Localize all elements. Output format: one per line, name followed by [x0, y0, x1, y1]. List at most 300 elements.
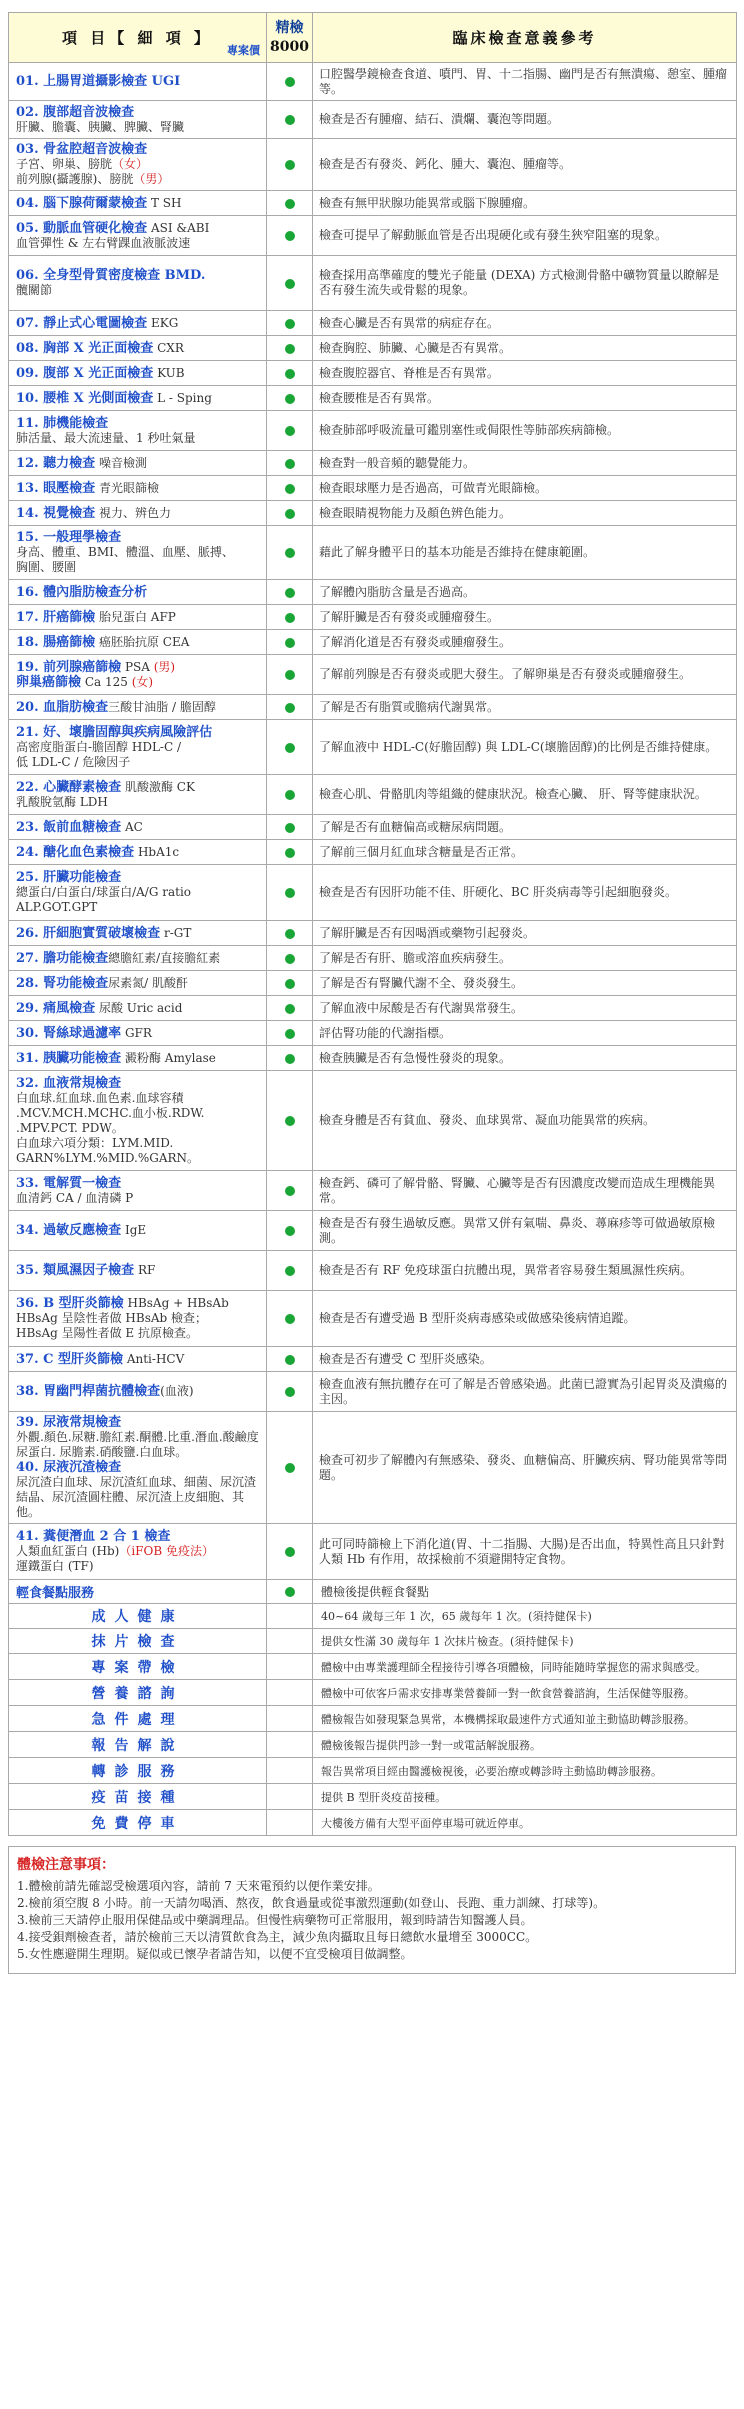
- included-dot-icon: [285, 344, 295, 354]
- included-cell: [267, 840, 313, 865]
- item-line: [16, 1445, 262, 1460]
- included-cell: [267, 971, 313, 996]
- included-cell: [267, 476, 313, 501]
- item-cell: [9, 921, 267, 946]
- included-dot-icon: [285, 888, 295, 898]
- item-detail: CXR: [153, 340, 184, 355]
- item-cell: [9, 451, 267, 476]
- included-cell: [267, 216, 313, 256]
- service-description: 體檢後報告提供門診一對一或電話解說服務。: [313, 1732, 737, 1758]
- item-detail: IgE: [121, 1223, 147, 1237]
- item-detail: (血液): [160, 1384, 194, 1398]
- significance-cell: 此可同時篩檢上下消化道(胃、十二指腸、大腸)是否出血，特異性高且只針對人類 Hb 有作用，故採檢前不須避開特定食物。: [313, 1524, 737, 1580]
- service-row: [9, 1706, 737, 1732]
- item-line: [16, 481, 262, 496]
- item-cell: [9, 1071, 267, 1171]
- included-cell: [267, 139, 313, 191]
- item-cell: [9, 996, 267, 1021]
- item-cell: [9, 720, 267, 775]
- significance-cell: 了解血液中 HDL-C(好膽固醇) 與 LDL-C(壞膽固醇)的比例是否維持健康。: [313, 720, 737, 775]
- included-cell: [267, 501, 313, 526]
- included-dot-icon: [285, 790, 295, 800]
- item-line: [16, 1091, 262, 1106]
- included-cell: [267, 921, 313, 946]
- item-line: [16, 416, 262, 431]
- included-dot-icon: [285, 1355, 295, 1365]
- significance-cell: 檢查可提早了解動脈血管是否出現硬化或有發生狹窄阻塞的現象。: [313, 216, 737, 256]
- item-line: [16, 196, 262, 211]
- item-line: [16, 1415, 262, 1430]
- item-cell: [9, 1171, 267, 1211]
- table-row: [9, 386, 737, 411]
- included-cell: [267, 695, 313, 720]
- item-detail: 胸圍、腰圍: [16, 560, 77, 574]
- table-row: [9, 840, 737, 865]
- service-included-cell: [267, 1810, 313, 1836]
- item-detail: PSA: [121, 659, 154, 674]
- item-cell: [9, 630, 267, 655]
- item-cell: [9, 101, 267, 139]
- item-line: [16, 157, 262, 172]
- included-cell: [267, 256, 313, 311]
- significance-cell: 檢查眼球壓力是否過高，可做青光眼篩檢。: [313, 476, 737, 501]
- item-title: 08. 胸部 X 光正面檢查: [16, 340, 154, 356]
- included-cell: [267, 1071, 313, 1171]
- item-note: (男): [153, 659, 176, 674]
- item-detail: GFR: [121, 1025, 152, 1040]
- item-detail: 運鐵蛋白 (TF): [16, 1559, 94, 1573]
- table-row: [9, 630, 737, 655]
- service-description: 大樓後方備有大型平面停車場可就近停車。: [313, 1810, 737, 1836]
- significance-cell: 了解肝臟是否有因喝酒或藥物引起發炎。: [313, 921, 737, 946]
- significance-cell: 了解是否有肝、膽或溶血疾病發生。: [313, 946, 737, 971]
- included-cell: [267, 191, 313, 216]
- item-title: 02. 腹部超音波檢查: [16, 104, 135, 120]
- included-dot-icon: [285, 823, 295, 833]
- included-cell: [267, 1046, 313, 1071]
- table-row: [9, 815, 737, 840]
- table-row: [9, 1372, 737, 1412]
- service-included-cell: [267, 1706, 313, 1732]
- item-line: [16, 1311, 262, 1326]
- item-line: [16, 1176, 262, 1191]
- significance-cell: 檢查身體是否有貧血、發炎、血球異常、凝血功能異常的疾病。: [313, 1071, 737, 1171]
- item-line: [16, 1352, 262, 1367]
- item-line: [16, 1191, 262, 1206]
- item-note: （iFOB 免疫法）: [119, 1544, 214, 1558]
- included-dot-icon: [285, 1226, 295, 1236]
- included-cell: [267, 655, 313, 695]
- item-line: [16, 545, 262, 560]
- item-title: 17. 肝癌篩檢: [16, 609, 96, 625]
- item-title: 40. 尿液沉渣檢查: [16, 1460, 122, 1475]
- included-dot-icon: [285, 1547, 295, 1557]
- item-detail: 噪音檢測: [95, 455, 147, 470]
- included-dot-icon: [285, 929, 295, 939]
- significance-cell: 檢查肺部呼吸流量可鑑別塞性或侷限性等肺部疾病篩檢。: [313, 411, 737, 451]
- included-cell: [267, 361, 313, 386]
- item-cell: [9, 815, 267, 840]
- item-cell: [9, 139, 267, 191]
- included-cell: [267, 815, 313, 840]
- item-cell: [9, 386, 267, 411]
- table-row: [9, 1347, 737, 1372]
- item-cell: [9, 311, 267, 336]
- significance-cell: 檢查是否有 RF 免疫球蛋白抗體出現，異常者容易發生類風濕性疾病。: [313, 1251, 737, 1291]
- item-title: 07. 靜止式心電圖檢查: [16, 315, 148, 331]
- item-detail: HbA1c: [134, 844, 180, 859]
- item-cell: [9, 1412, 267, 1524]
- item-line: [16, 105, 262, 120]
- significance-cell: 了解是否有脂質或膽病代謝異常。: [313, 695, 737, 720]
- table-row: [9, 139, 737, 191]
- table-row: [9, 63, 737, 101]
- included-dot-icon: [285, 954, 295, 964]
- table-row: [9, 1251, 737, 1291]
- item-detail: 血管彈性 & 左右臂踝血液脈波速: [16, 235, 191, 250]
- significance-cell: 了解是否有腎臟代謝不全、發炎發生。: [313, 971, 737, 996]
- item-title: 26. 肝細胞實質破壞檢查: [16, 925, 161, 941]
- item-line: [16, 755, 262, 770]
- notes-title: 體檢注意事項：: [17, 1857, 115, 1873]
- included-cell: [267, 526, 313, 580]
- item-line: [16, 1223, 262, 1238]
- item-cell: [9, 695, 267, 720]
- included-dot-icon: [285, 743, 295, 753]
- item-detail: 身高、體重、BMI、體溫、血壓、脈搏、: [16, 545, 234, 559]
- item-title: 04. 腦下腺荷爾蒙檢查: [16, 195, 148, 211]
- significance-cell: 檢查是否有發生過敏反應。異常又併有氣喘、鼻炎、蕁麻疹等可做過敏原檢測。: [313, 1211, 737, 1251]
- item-cell: [9, 411, 267, 451]
- service-name: 免費停車: [9, 1810, 267, 1836]
- significance-cell: 檢查血液有無抗體存在可了解是否曾感染過。此菌已證實為引起胃炎及潰瘍的主因。: [313, 1372, 737, 1412]
- included-dot-icon: [285, 199, 295, 209]
- included-cell: [267, 1021, 313, 1046]
- service-included-cell: [267, 1680, 313, 1706]
- item-detail: 子宮、卵巢、膀胱: [16, 157, 113, 171]
- item-cell: [9, 775, 267, 815]
- table-row: [9, 1524, 737, 1580]
- significance-cell: 檢查是否有發炎、鈣化、腫大、囊泡、腫瘤等。: [313, 139, 737, 191]
- item-line: [16, 885, 262, 900]
- package-name: 精檢: [275, 19, 304, 36]
- included-cell: [267, 336, 313, 361]
- significance-cell: 了解是否有血糖偏高或糖尿病問題。: [313, 815, 737, 840]
- service-row: [9, 1758, 737, 1784]
- included-cell: [267, 775, 313, 815]
- note-item: 3.檢前三天請停止服用保健品或中藥調理品。但慢性病藥物可正常服用，報到時請告知醫護人員。: [17, 1913, 533, 1927]
- item-detail: 白血球.紅血球.血色素.血球容積: [16, 1090, 184, 1105]
- item-cell: [9, 840, 267, 865]
- included-cell: [267, 411, 313, 451]
- item-line: [16, 1430, 262, 1445]
- service-name: 成人健康: [9, 1604, 267, 1629]
- item-line: [16, 675, 262, 690]
- item-title: 21. 好、壞膽固醇與疾病風險評估: [16, 724, 213, 740]
- included-dot-icon: [285, 588, 295, 598]
- included-dot-icon: [285, 638, 295, 648]
- item-title: 41. 糞便潛血 2 合 1 檢查: [16, 1529, 171, 1544]
- included-cell: [267, 865, 313, 921]
- item-detail: 白血球六項分類：LYM.MID.: [16, 1135, 174, 1150]
- service-name: 營養諮詢: [9, 1680, 267, 1706]
- item-detail: 髖關節: [16, 283, 53, 297]
- significance-cell: 檢查有無甲狀腺功能異常或腦下腺腫瘤。: [313, 191, 737, 216]
- item-cell: [9, 1524, 267, 1580]
- note-item: 2.檢前須空腹 8 小時。前一天請勿喝酒、熬夜，飲食過量或從事激烈運動(如登山、長跑、重力訓練、打球等)。: [17, 1896, 606, 1910]
- table-row: [9, 1021, 737, 1046]
- service-included-cell: [267, 1758, 313, 1784]
- significance-cell: 了解血液中尿酸是否有代謝異常發生。: [313, 996, 737, 1021]
- service-description: 報告異常項目經由醫護檢視後，必要治療或轉診時主動協助轉診服務。: [313, 1758, 737, 1784]
- item-line: [16, 236, 262, 251]
- item-detail: 視力、辨色力: [95, 505, 171, 520]
- item-line: [16, 366, 262, 381]
- table-header: [9, 13, 737, 63]
- included-dot-icon: [285, 670, 295, 680]
- item-line: [16, 725, 262, 740]
- item-note: (女): [131, 674, 154, 689]
- item-detail: Anti-HCV: [123, 1351, 185, 1366]
- included-dot-icon: [285, 979, 295, 989]
- service-included-cell: [267, 1604, 313, 1629]
- item-title: 33. 電解質一檢查: [16, 1175, 122, 1191]
- item-title: 36. B 型肝炎篩檢: [16, 1296, 124, 1311]
- table-row: [9, 216, 737, 256]
- checkup-rows: [9, 63, 737, 1580]
- included-dot-icon: [285, 160, 295, 170]
- service-row: [9, 1580, 737, 1604]
- service-name: 輕食餐點服務: [9, 1580, 267, 1604]
- item-line: [16, 1136, 262, 1151]
- included-dot-icon: [285, 369, 295, 379]
- item-detail: .MPV.PCT. PDW。: [16, 1120, 124, 1135]
- service-description: 體檢報告如發現緊急異常，本機構採取最速件方式通知並主動協助轉診服務。: [313, 1706, 737, 1732]
- included-dot-icon: [285, 1186, 295, 1196]
- included-dot-icon: [285, 1314, 295, 1324]
- service-name: 抹片檢查: [9, 1629, 267, 1654]
- price-label: 專案價: [227, 44, 260, 57]
- significance-column-header: 臨床檢查意義參考: [313, 13, 737, 63]
- significance-cell: 檢查是否有因肝功能不佳、肝硬化、BC 肝炎病毒等引起細胞發炎。: [313, 865, 737, 921]
- item-note: （男）: [133, 172, 170, 186]
- item-title: 06. 全身型骨質密度檢查 BMD.: [16, 268, 206, 283]
- item-detail: RF: [134, 1263, 156, 1277]
- included-dot-icon: [285, 1004, 295, 1014]
- included-dot-icon: [285, 459, 295, 469]
- item-detail: 尿沉渣白血球、尿沉渣紅血球、細菌、尿沉渣: [16, 1475, 257, 1489]
- table-row: [9, 451, 737, 476]
- service-included-cell: [267, 1629, 313, 1654]
- notes-list: [17, 1878, 727, 1963]
- item-line: [16, 142, 262, 157]
- item-detail: 肝臟、膽囊、胰臟、脾臟、腎臟: [16, 119, 185, 134]
- item-detail: 高密度脂蛋白-膽固醇 HDL-C /: [16, 739, 182, 754]
- item-line: [16, 900, 262, 915]
- item-detail: .MCV.MCH.MCHC.血小板.RDW.: [16, 1105, 205, 1120]
- item-detail: 胎兒蛋白 AFP: [95, 609, 176, 624]
- service-description: 提供 B 型肝炎疫苗接種。: [313, 1784, 737, 1810]
- item-line: [16, 976, 262, 991]
- included-cell: [267, 946, 313, 971]
- item-cell: [9, 1291, 267, 1347]
- item-detail: GARN%LYM.%MID.%GARN。: [16, 1150, 200, 1165]
- item-title: 30. 腎絲球過濾率: [16, 1025, 122, 1041]
- item-line: [16, 74, 262, 89]
- table-row: [9, 695, 737, 720]
- significance-cell: 檢查腰椎是否有異常。: [313, 386, 737, 411]
- item-line: [16, 610, 262, 625]
- item-title: 03. 骨盆腔超音波檢查: [16, 142, 148, 157]
- included-dot-icon: [285, 848, 295, 858]
- included-cell: [267, 1347, 313, 1372]
- service-row: [9, 1604, 737, 1629]
- item-cell: [9, 501, 267, 526]
- significance-cell: 檢查是否有遭受 C 型肝炎感染。: [313, 1347, 737, 1372]
- item-line: [16, 268, 262, 283]
- item-cell: [9, 605, 267, 630]
- item-line: [16, 1529, 262, 1544]
- item-detail: HBsAg + HBsAb: [123, 1296, 229, 1310]
- item-detail: 澱粉酶 Amylase: [121, 1050, 216, 1065]
- checkup-package-sheet: [8, 12, 736, 1836]
- item-cell: [9, 946, 267, 971]
- item-line: [16, 700, 262, 715]
- item-line: [16, 926, 262, 941]
- significance-cell: 了解前列腺是否有發炎或肥大發生。了解卵巢是否有發炎或腫瘤發生。: [313, 655, 737, 695]
- item-detail: 外觀.顏色.尿糖.膽紅素.酮體.比重.潛血.酸鹼度: [16, 1430, 259, 1444]
- item-title: 22. 心臟酵素檢查: [16, 779, 122, 795]
- table-row: [9, 101, 737, 139]
- item-cell: [9, 256, 267, 311]
- table-row: [9, 946, 737, 971]
- item-line: [16, 283, 262, 298]
- table-row: [9, 1171, 737, 1211]
- service-name: 轉診服務: [9, 1758, 267, 1784]
- included-dot-icon: [285, 1587, 295, 1597]
- included-dot-icon: [285, 426, 295, 436]
- service-included-cell: [267, 1732, 313, 1758]
- table-row: [9, 1291, 737, 1347]
- item-line: [16, 1026, 262, 1041]
- item-line: [16, 1559, 262, 1574]
- item-title: 12. 聽力檢查: [16, 455, 96, 471]
- package-price: 8000: [270, 38, 309, 55]
- item-line: [16, 820, 262, 835]
- significance-cell: 檢查胰臟是否有急慢性發炎的現象。: [313, 1046, 737, 1071]
- item-line: [16, 740, 262, 755]
- significance-cell: 檢查對一般音頻的聽覺能力。: [313, 451, 737, 476]
- table-row: [9, 361, 737, 386]
- item-detail: 青光眼篩檢: [95, 480, 159, 495]
- table-row: [9, 655, 737, 695]
- item-title: 20. 血脂肪檢查: [16, 699, 109, 715]
- included-dot-icon: [285, 1387, 295, 1397]
- significance-cell: 了解消化道是否有發炎或腫瘤發生。: [313, 630, 737, 655]
- item-title: 25. 肝臟功能檢查: [16, 870, 122, 885]
- item-note: （女）: [112, 157, 149, 171]
- item-cell: [9, 526, 267, 580]
- item-line: [16, 1296, 262, 1311]
- table-row: [9, 1071, 737, 1171]
- service-description: 體檢中可依客戶需求安排專業營養師一對一飲食營養諮詢，生活保健等服務。: [313, 1680, 737, 1706]
- table-row: [9, 1046, 737, 1071]
- item-title: 09. 腹部 X 光正面檢查: [16, 365, 154, 381]
- item-title: 39. 尿液常規檢查: [16, 1415, 122, 1430]
- item-line: [16, 1384, 262, 1399]
- item-title: 37. C 型肝炎篩檢: [16, 1351, 124, 1367]
- item-title: 卵巢癌篩檢: [16, 674, 82, 690]
- notes-panel: [8, 1846, 736, 1974]
- table-row: [9, 336, 737, 361]
- included-cell: [267, 1291, 313, 1347]
- item-column-header: [9, 13, 267, 63]
- item-line: [16, 1544, 262, 1559]
- service-included-cell: [267, 1784, 313, 1810]
- table-row: [9, 311, 737, 336]
- item-line: [16, 530, 262, 545]
- item-line: [16, 660, 262, 675]
- significance-cell: 檢查胸腔、肺臟、心臟是否有異常。: [313, 336, 737, 361]
- item-detail: HBsAg 呈陽性者做 E 抗原檢查。: [16, 1326, 198, 1340]
- item-title: 11. 肺機能檢查: [16, 415, 109, 431]
- service-row: [9, 1732, 737, 1758]
- item-title: 28. 腎功能檢查: [16, 975, 109, 991]
- table-row: [9, 1412, 737, 1524]
- item-title: 24. 醣化血色素檢查: [16, 844, 135, 860]
- item-detail: 癌胚胎抗原 CEA: [95, 634, 190, 649]
- item-line: [16, 1121, 262, 1136]
- included-dot-icon: [285, 115, 295, 125]
- item-cell: [9, 971, 267, 996]
- item-title: 29. 痛風檢查: [16, 1000, 96, 1016]
- item-line: [16, 870, 262, 885]
- item-detail: ALP.GOT.GPT: [16, 900, 98, 914]
- significance-cell: 檢查心臟是否有異常的病症存在。: [313, 311, 737, 336]
- item-detail: L - Sping: [153, 390, 212, 405]
- item-line: [16, 1460, 262, 1475]
- significance-cell: 評估腎功能的代謝指標。: [313, 1021, 737, 1046]
- included-cell: [267, 630, 313, 655]
- note-item: 4.接受鋇劑檢查者，請於檢前三天以清質飲食為主，減少魚肉攝取且每日總飲水量增至 3000CC。: [17, 1930, 538, 1944]
- included-cell: [267, 1372, 313, 1412]
- item-title: 35. 類風濕因子檢查: [16, 1263, 135, 1278]
- included-cell: [267, 1412, 313, 1524]
- table-row: [9, 775, 737, 815]
- item-cell: [9, 216, 267, 256]
- included-cell: [267, 386, 313, 411]
- item-detail: Ca 125: [81, 674, 132, 689]
- service-description: 體檢中由專業護理師全程接待引導各項體檢，同時能隨時掌握您的需求與感受。: [313, 1654, 737, 1680]
- item-cell: [9, 1372, 267, 1412]
- included-cell: [267, 63, 313, 101]
- item-title: 05. 動脈血管硬化檢查: [16, 220, 148, 236]
- item-cell: [9, 63, 267, 101]
- included-cell: [267, 451, 313, 476]
- item-detail: KUB: [153, 365, 185, 380]
- item-detail: 總膽紅素/直接膽紅素: [108, 950, 221, 965]
- significance-cell: 了解肝臟是否有發炎或腫瘤發生。: [313, 605, 737, 630]
- service-rows: [9, 1580, 737, 1836]
- table-row: [9, 921, 737, 946]
- item-title: 13. 眼壓檢查: [16, 480, 96, 496]
- included-dot-icon: [285, 1463, 295, 1473]
- item-column-title: 項 目【 細 項 】: [62, 29, 213, 47]
- service-row: [9, 1810, 737, 1836]
- included-dot-icon: [285, 613, 295, 623]
- table-row: [9, 720, 737, 775]
- item-detail: 前列腺(攝護腺)、膀胱: [16, 172, 134, 186]
